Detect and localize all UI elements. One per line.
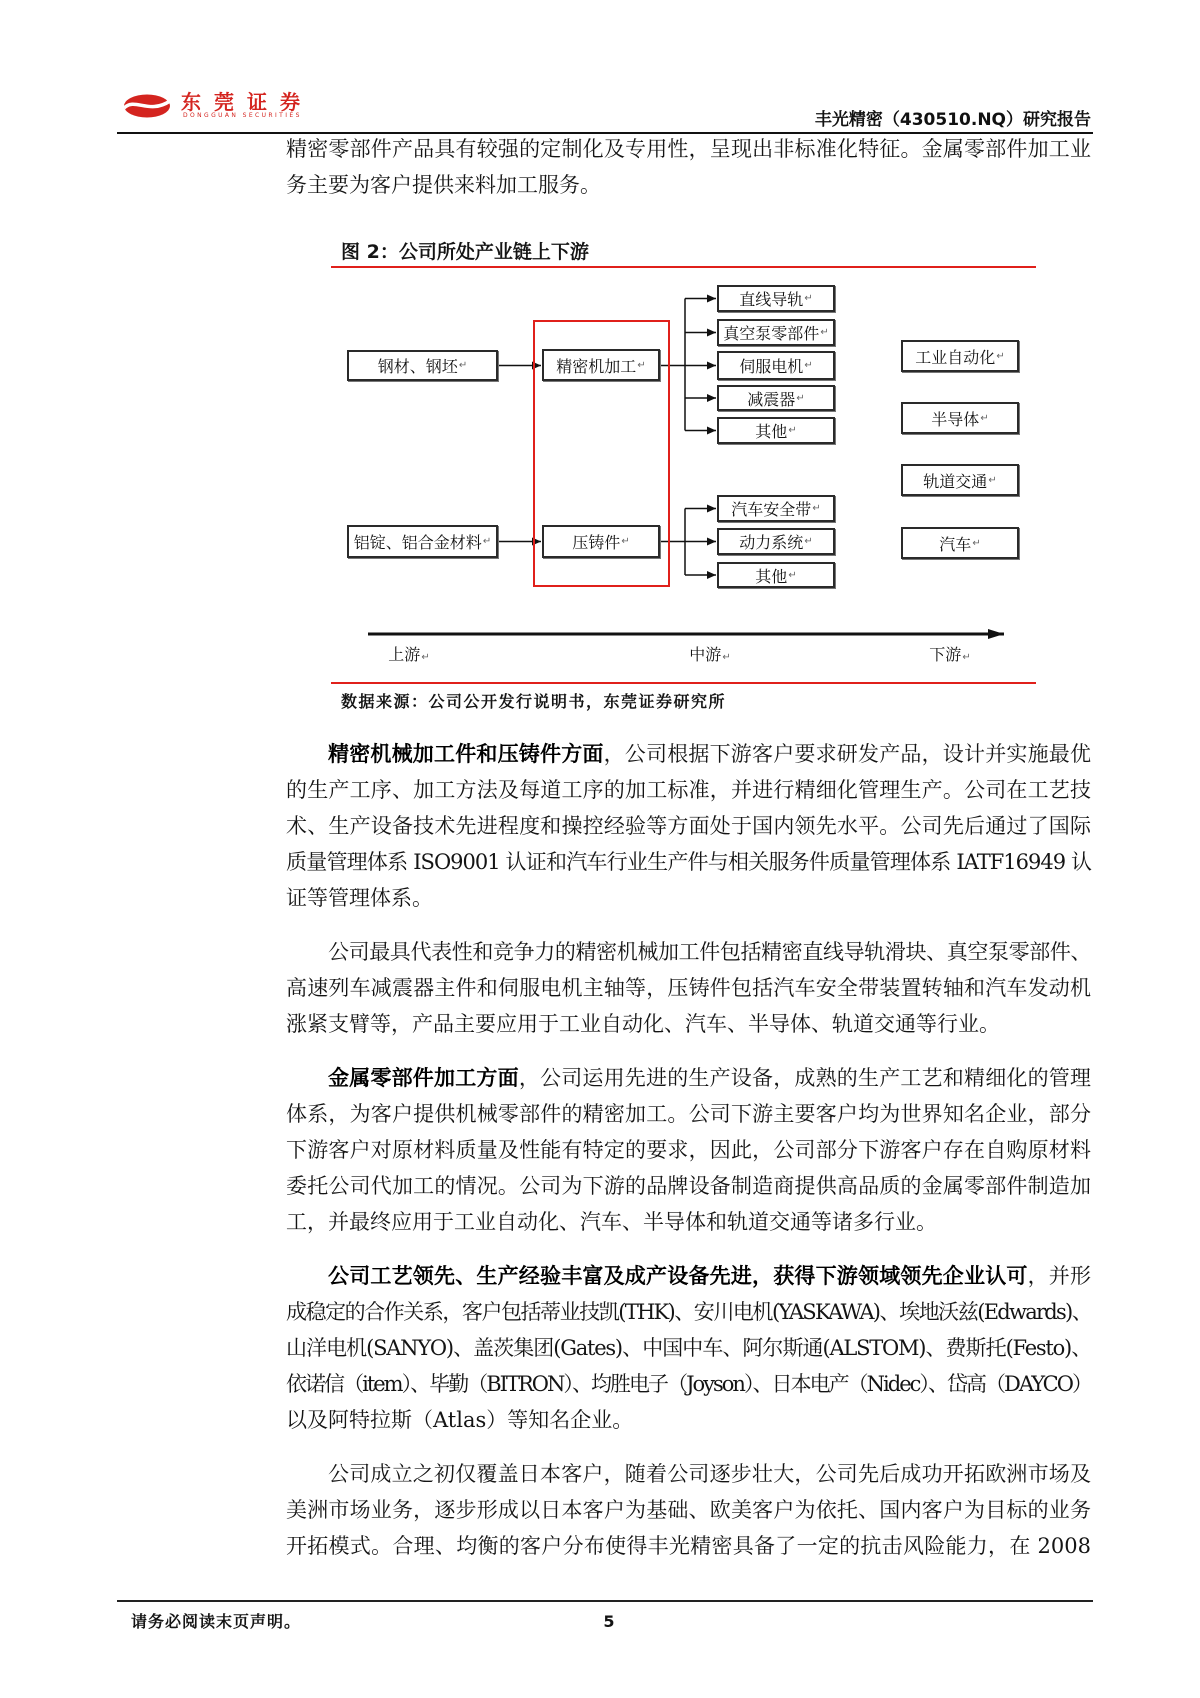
paragraph-line: 美洲市场业务，逐步形成以日本客户为基础、欧美客户为依托、国内客户为目标的业务 bbox=[286, 1498, 1091, 1522]
paragraph-line: 山洋电机(SANYO)、盖茨集团(Gates)、中国中车、阿尔斯通(ALSTOM)、费斯托(Festo)、 bbox=[286, 1336, 1091, 1360]
paragraph bbox=[286, 736, 1091, 916]
paragraph-line: 公司工艺领先、生产经验丰富及成产设备先进，获得下游领域领先企业认可，并形 bbox=[328, 1264, 1092, 1288]
upstream-box: 铝锭、铝合金材料 ↵ bbox=[347, 525, 498, 558]
product-box: 动力系统 ↵ bbox=[717, 528, 835, 555]
midstream-box: 压铸件 ↵ bbox=[542, 525, 660, 558]
axis-label-upstream: 上游↵ bbox=[388, 645, 430, 664]
downstream-box: 轨道交通 ↵ bbox=[901, 464, 1019, 496]
product-box: 伺服电机 ↵ bbox=[717, 351, 835, 380]
paragraph-line: 公司成立之初仅覆盖日本客户，随着公司逐步壮大，公司先后成功开拓欧洲市场及 bbox=[328, 1462, 1091, 1486]
axis-label-downstream: 下游↵ bbox=[929, 645, 971, 664]
paragraph-line: 成稳定的合作关系，客户包括蒂业技凯(THK)、安川电机(YASKAWA)、埃地沃兹(Edwards)、 bbox=[286, 1300, 1091, 1324]
paragraph-line: 以及阿特拉斯（Atlas）等知名企业。 bbox=[286, 1408, 634, 1432]
footer-disclaimer: 请务必阅读末页声明。 bbox=[131, 1612, 302, 1631]
figure-source: 数据来源：公司公开发行说明书，东莞证券研究所 bbox=[341, 692, 727, 711]
product-box: 真空泵零部件 ↵ bbox=[717, 319, 835, 346]
intro-paragraph bbox=[286, 131, 1091, 203]
figure-title: 图 2：公司所处产业链上下游 bbox=[341, 241, 589, 263]
paragraph-line: 高速列车减震器主件和伺服电机主轴等，压铸件包括汽车安全带装置转轴和汽车发动机 bbox=[286, 976, 1091, 1000]
brand-name-en: DONGGUAN SECURITIES bbox=[183, 112, 302, 119]
paragraph-line: 精密零部件产品具有较强的定制化及专用性，呈现出非标准化特征。金属零部件加工业 bbox=[286, 137, 1091, 161]
paragraph-lead: 公司工艺领先、生产经验丰富及成产设备先进，获得下游领域领先企业认可 bbox=[328, 1264, 1028, 1288]
product-box: 汽车安全带 ↵ bbox=[717, 495, 835, 522]
paragraph-line: 体系，为客户提供机械零部件的精密加工。公司下游主要客户均为世界知名企业，部分 bbox=[286, 1102, 1091, 1126]
downstream-box: 工业自动化 ↵ bbox=[901, 340, 1019, 372]
figure-bottom-rule bbox=[331, 682, 1036, 684]
paragraph bbox=[286, 1258, 1091, 1438]
paragraph-line: 质量管理体系 ISO9001 认证和汽车行业生产件与相关服务件质量管理体系 IATF16949 认 bbox=[286, 850, 1091, 874]
product-box: 其他 ↵ bbox=[717, 562, 835, 588]
paragraph-line: 金属零部件加工方面，公司运用先进的生产设备，成熟的生产工艺和精细化的管理 bbox=[328, 1066, 1092, 1090]
paragraph-line: 公司最具代表性和竞争力的精密机械加工件包括精密直线导轨滑块、真空泵零部件、 bbox=[328, 940, 1091, 964]
downstream-box: 半导体 ↵ bbox=[901, 402, 1019, 434]
axis-label-midstream: 中游↵ bbox=[689, 645, 731, 664]
paragraph-lead: 金属零部件加工方面 bbox=[328, 1066, 519, 1090]
midstream-box: 精密机加工 ↵ bbox=[542, 349, 660, 381]
report-title: 丰光精密（430510.NQ）研究报告 bbox=[814, 110, 1091, 130]
paragraph bbox=[286, 934, 1091, 1042]
brand-logo-icon bbox=[123, 93, 171, 119]
product-box: 直线导轨 ↵ bbox=[717, 285, 835, 312]
body-text bbox=[286, 736, 1091, 1582]
paragraph-line: 下游客户对原材料质量及性能有特定的要求，因此，公司部分下游客户存在自购原材料 bbox=[286, 1138, 1091, 1162]
paragraph-line: 术、生产设备技术先进程度和操控经验等方面处于国内领先水平。公司先后通过了国际 bbox=[286, 814, 1091, 838]
product-box: 减震器 ↵ bbox=[717, 385, 835, 411]
paragraph-line: 依诺信（item）、毕勤（BITRON）、均胜电子（Joyson）、日本电产（Nidec）、岱高（DAYCO） bbox=[286, 1372, 1091, 1396]
page-number: 5 bbox=[603, 1612, 615, 1631]
industry-chain-diagram bbox=[331, 267, 1036, 681]
product-box: 其他 ↵ bbox=[717, 417, 835, 444]
paragraph bbox=[286, 1060, 1091, 1240]
upstream-box: 钢材、钢坯 ↵ bbox=[347, 350, 498, 381]
paragraph-line: 开拓模式。合理、均衡的客户分布使得丰光精密具备了一定的抗击风险能力，在 2008 bbox=[286, 1534, 1091, 1558]
paragraph-line: 精密机械加工件和压铸件方面，公司根据下游客户要求研发产品，设计并实施最优 bbox=[328, 742, 1092, 766]
paragraph-line: 工，并最终应用于工业自动化、汽车、半导体和轨道交通等诸多行业。 bbox=[286, 1210, 937, 1234]
brand-name-cn: 东莞证券 bbox=[181, 90, 313, 114]
paragraph bbox=[286, 1456, 1091, 1564]
paragraph-line: 证等管理体系。 bbox=[286, 886, 433, 910]
footer-rule bbox=[117, 1600, 1093, 1602]
paragraph-lead: 精密机械加工件和压铸件方面 bbox=[328, 742, 604, 766]
paragraph-line: 委托公司代加工的情况。公司为下游的品牌设备制造商提供高品质的金属零部件制造加 bbox=[286, 1174, 1091, 1198]
paragraph-line: 的生产工序、加工方法及每道工序的加工标准，并进行精细化管理生产。公司在工艺技 bbox=[286, 778, 1091, 802]
paragraph-line: 涨紧支臂等，产品主要应用于工业自动化、汽车、半导体、轨道交通等行业。 bbox=[286, 1012, 1000, 1036]
paragraph-line: 务主要为客户提供来料加工服务。 bbox=[286, 173, 601, 197]
downstream-box: 汽车 ↵ bbox=[901, 527, 1019, 559]
